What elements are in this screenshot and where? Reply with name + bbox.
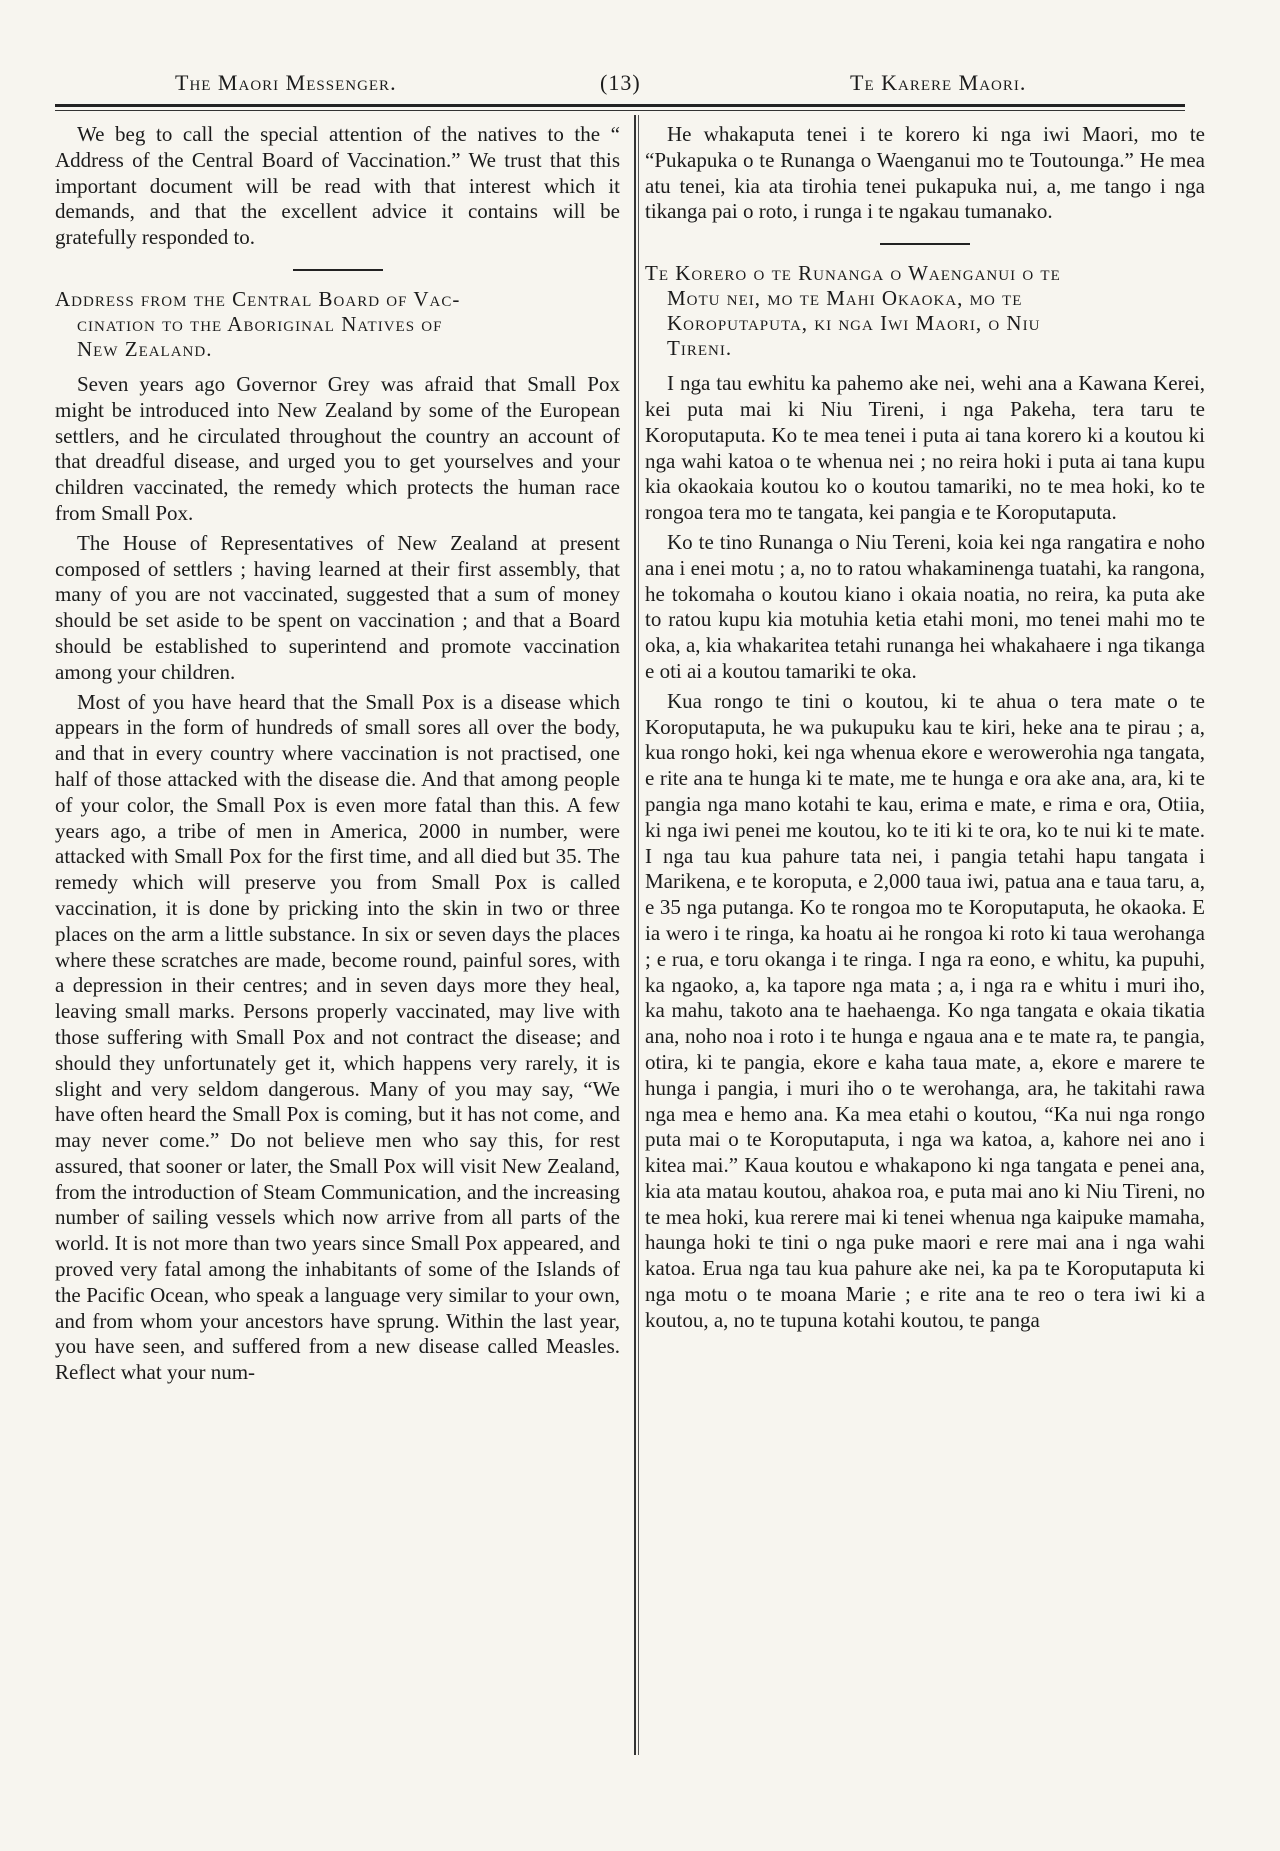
- maori-paragraph: I nga tau ewhitu ka pahemo ake nei, wehi ana a Kawana Kerei, kei puta mai ki Niu Tireni, i nga Pakeha, tera taru te Koroputaputa. Ko te mea tenei i puta ai tana korero ki a koutou ki nga wahi katoa o te whenua nei ; no reira hoki i puta ai tana kupu kia okaokaia koutou ko o koutou tamariki, no te mea hoki, ko te rongoa tera mo te tangata, kei pangia e te Koroputaputa.: [645, 371, 1205, 525]
- english-section-title: [55, 287, 620, 362]
- title-line: Tireni.: [667, 336, 733, 361]
- maori-paragraph: Ko te tino Runanga o Niu Tereni, koia kei nga rangatira e noho ana i enei motu ; a, no to ratou whakaminenga tuatahi, ka rangona, he tokomaha o koutou kiano i okaia noatia, no reira, ka puta ake to ratou kupu kia motuhia ketia etahi moni, mo tenei mahi mo te oka, a, kia whakaritea tetahi runanga hei whakahaere i nga tikanga e oti ai a koutou tamariki te oka.: [645, 529, 1205, 683]
- maori-section-title: [645, 261, 1205, 361]
- maori-intro: He whakaputa tenei i te korero ki nga iwi Maori, mo te “Pukapuka o te Runanga o Waenganui mo te Toutounga.” He mea atu tenei, kia ata tirohia tenei pukapuka nui, a, me tango i nga tikanga pai o roto, i runga i te ngakau tumanako.: [645, 122, 1205, 224]
- page-header: [55, 64, 1185, 104]
- title-line: cination to the Aboriginal Natives of: [77, 311, 443, 336]
- maori-paragraph: Kua rongo te tini o koutou, ki te ahua o tera mate o te Koroputaputa, he wa pukupuku kau te kiri, heke ana te pirau ; a, kua rongo hoki, kei nga whenua ekore e werowerohia nga tangata, e rite ana te hunga ki te mate, me te hunga e ora ake ana, ara, ki te pangia nga mano kotahi te kau, erima e mate, e rima e ora, Otiia, ki nga iwi penei me koutou, ko te iti ki te ora, ko te nui ki te mate. I nga tau kua pahure tata nei, i pangia tetahi hapu tangata i Marikena, e te koroputa, e 2,000 taua iwi, patua ana e taua taru, a, e 35 nga putanga. Ko te rongoa mo te Koroputaputa, he okaoka. E ia wero i te ringa, ka hoatu ai he rongoa ki roto ki taua werohanga ; e rua, e toru okanga i te ringa. I nga ra eono, e whitu, ka pupuhi, ka ngaoko, a, ka tapore nga mata ; a, i nga ra e whitu i muri iho, ka mahu, takoto ana te haehaenga. Ko nga tangata e okaia tikatia ana, noho noa i roto i te hunga e ngaua ana e te mate ra, te pangia, otira, ki te pangia, ekore e kaha taua mate, a, ekore e marere te hunga i pangia, i muri iho o te werohanga, ara, he takitahi rawa nga mea e hemo ana. Ka mea etahi o koutou, “Ka nui nga rongo puta mai o te Koroputaputa, i nga wa katoa, a, kahore nei ano i kitea mai.” Kaua koutou e whakapono ki nga tangata e penei ana, kia ata matau koutou, ahakoa roa, e puta mai ano ki Niu Tireni, no te mea hoki, kua rerere mai ki tenei whenua nga kaipuke mamaha, haunga hoki te tini o nga puke maori e rere mai ana i nga wahi katoa. Erua nga tau kua pahure ake nei, ka pa te Koroputaputa ki nga motu o te moana Marie ; e rite ana te reo o tera iwi ki a koutou, a, no te tupuna kotahi koutou, te panga: [645, 688, 1205, 1332]
- maori-column: [645, 122, 1205, 1338]
- header-page-number: (13): [600, 70, 641, 95]
- english-paragraph: Seven years ago Governor Grey was afraid that Small Pox might be introduced into New Zealand by some of the European settlers, and he circulated throughout the country an account of that dreadful disease, and urged you to get yourselves and your children vaccinated, the remedy which protects the human race from Small Pox.: [55, 371, 620, 525]
- header-rule-thick: [55, 104, 1185, 107]
- english-paragraph: The House of Representatives of New Zealand at present composed of settlers ; having learned at their first assembly, that many of you are not vaccinated, suggested that a sum of money should be set aside to be spent on vaccination ; and that a Board should be established to superintend and promote vaccination among your children.: [55, 530, 620, 684]
- column-divider-inner: [638, 115, 639, 1755]
- header-rule-thin: [55, 110, 1185, 111]
- english-intro: We beg to call the special attention of the natives to the “ Address of the Central Board of Vaccination.” We trust that this important document will be read with that interest which it demands, and that the excellent advice it contains will be gratefully responded to.: [55, 122, 620, 250]
- header-english-title: The Maori Messenger.: [175, 70, 397, 95]
- title-line: Address from the Central Board of Vac-: [55, 286, 461, 311]
- title-line: Te Korero o te Runanga o Waenganui o te: [645, 261, 1061, 286]
- section-separator: [293, 269, 383, 271]
- english-column: [55, 122, 620, 1390]
- column-divider: [634, 115, 636, 1755]
- title-line: Koroputaputa, ki nga Iwi Maori, o Niu: [667, 311, 1041, 336]
- header-maori-title: Te Karere Maori.: [850, 70, 1027, 95]
- title-line: New Zealand.: [77, 336, 213, 361]
- english-paragraph: Most of you have heard that the Small Pox is a disease which appears in the form of hundreds of small sores all over the body, and that in every country where vaccination is not practised, one half of those attacked with the disease die. And that among people of your color, the Small Pox is even more fatal than this. A few years ago, a tribe of men in America, 2000 in number, were attacked with Small Pox for the first time, and all died but 35. The remedy which will preserve you from Small Pox is called vaccination, it is done by pricking into the skin in two or three places on the arm a little substance. In six or seven days the places where these scratches are made, become round, painful sores, with a depression in their centres; and in seven days more they heal, leaving small marks. Persons properly vaccinated, may live with those suffering with Small Pox and not contract the disease; and should they unfortunately get it, which happens very rarely, it is slight and very seldom dangerous. Many of you may say, “We have often heard the Small Pox is coming, but it has not come, and may never come.” Do not believe men who say this, for rest assured, that sooner or later, the Small Pox will visit New Zealand, from the introduction of Steam Communication, and the increasing number of sailing vessels which now arrive from all parts of the world. It is not more than two years since Small Pox appeared, and proved very fatal among the inhabitants of some of the Islands of the Pacific Ocean, who speak a language very similar to your own, and from whom your ancestors have sprung. Within the last year, you have seen, and suffered from a new disease called Measles. Reflect what your num-: [55, 689, 620, 1385]
- section-separator: [880, 243, 970, 245]
- title-line: Motu nei, mo te Mahi Okaoka, mo te: [667, 286, 1023, 311]
